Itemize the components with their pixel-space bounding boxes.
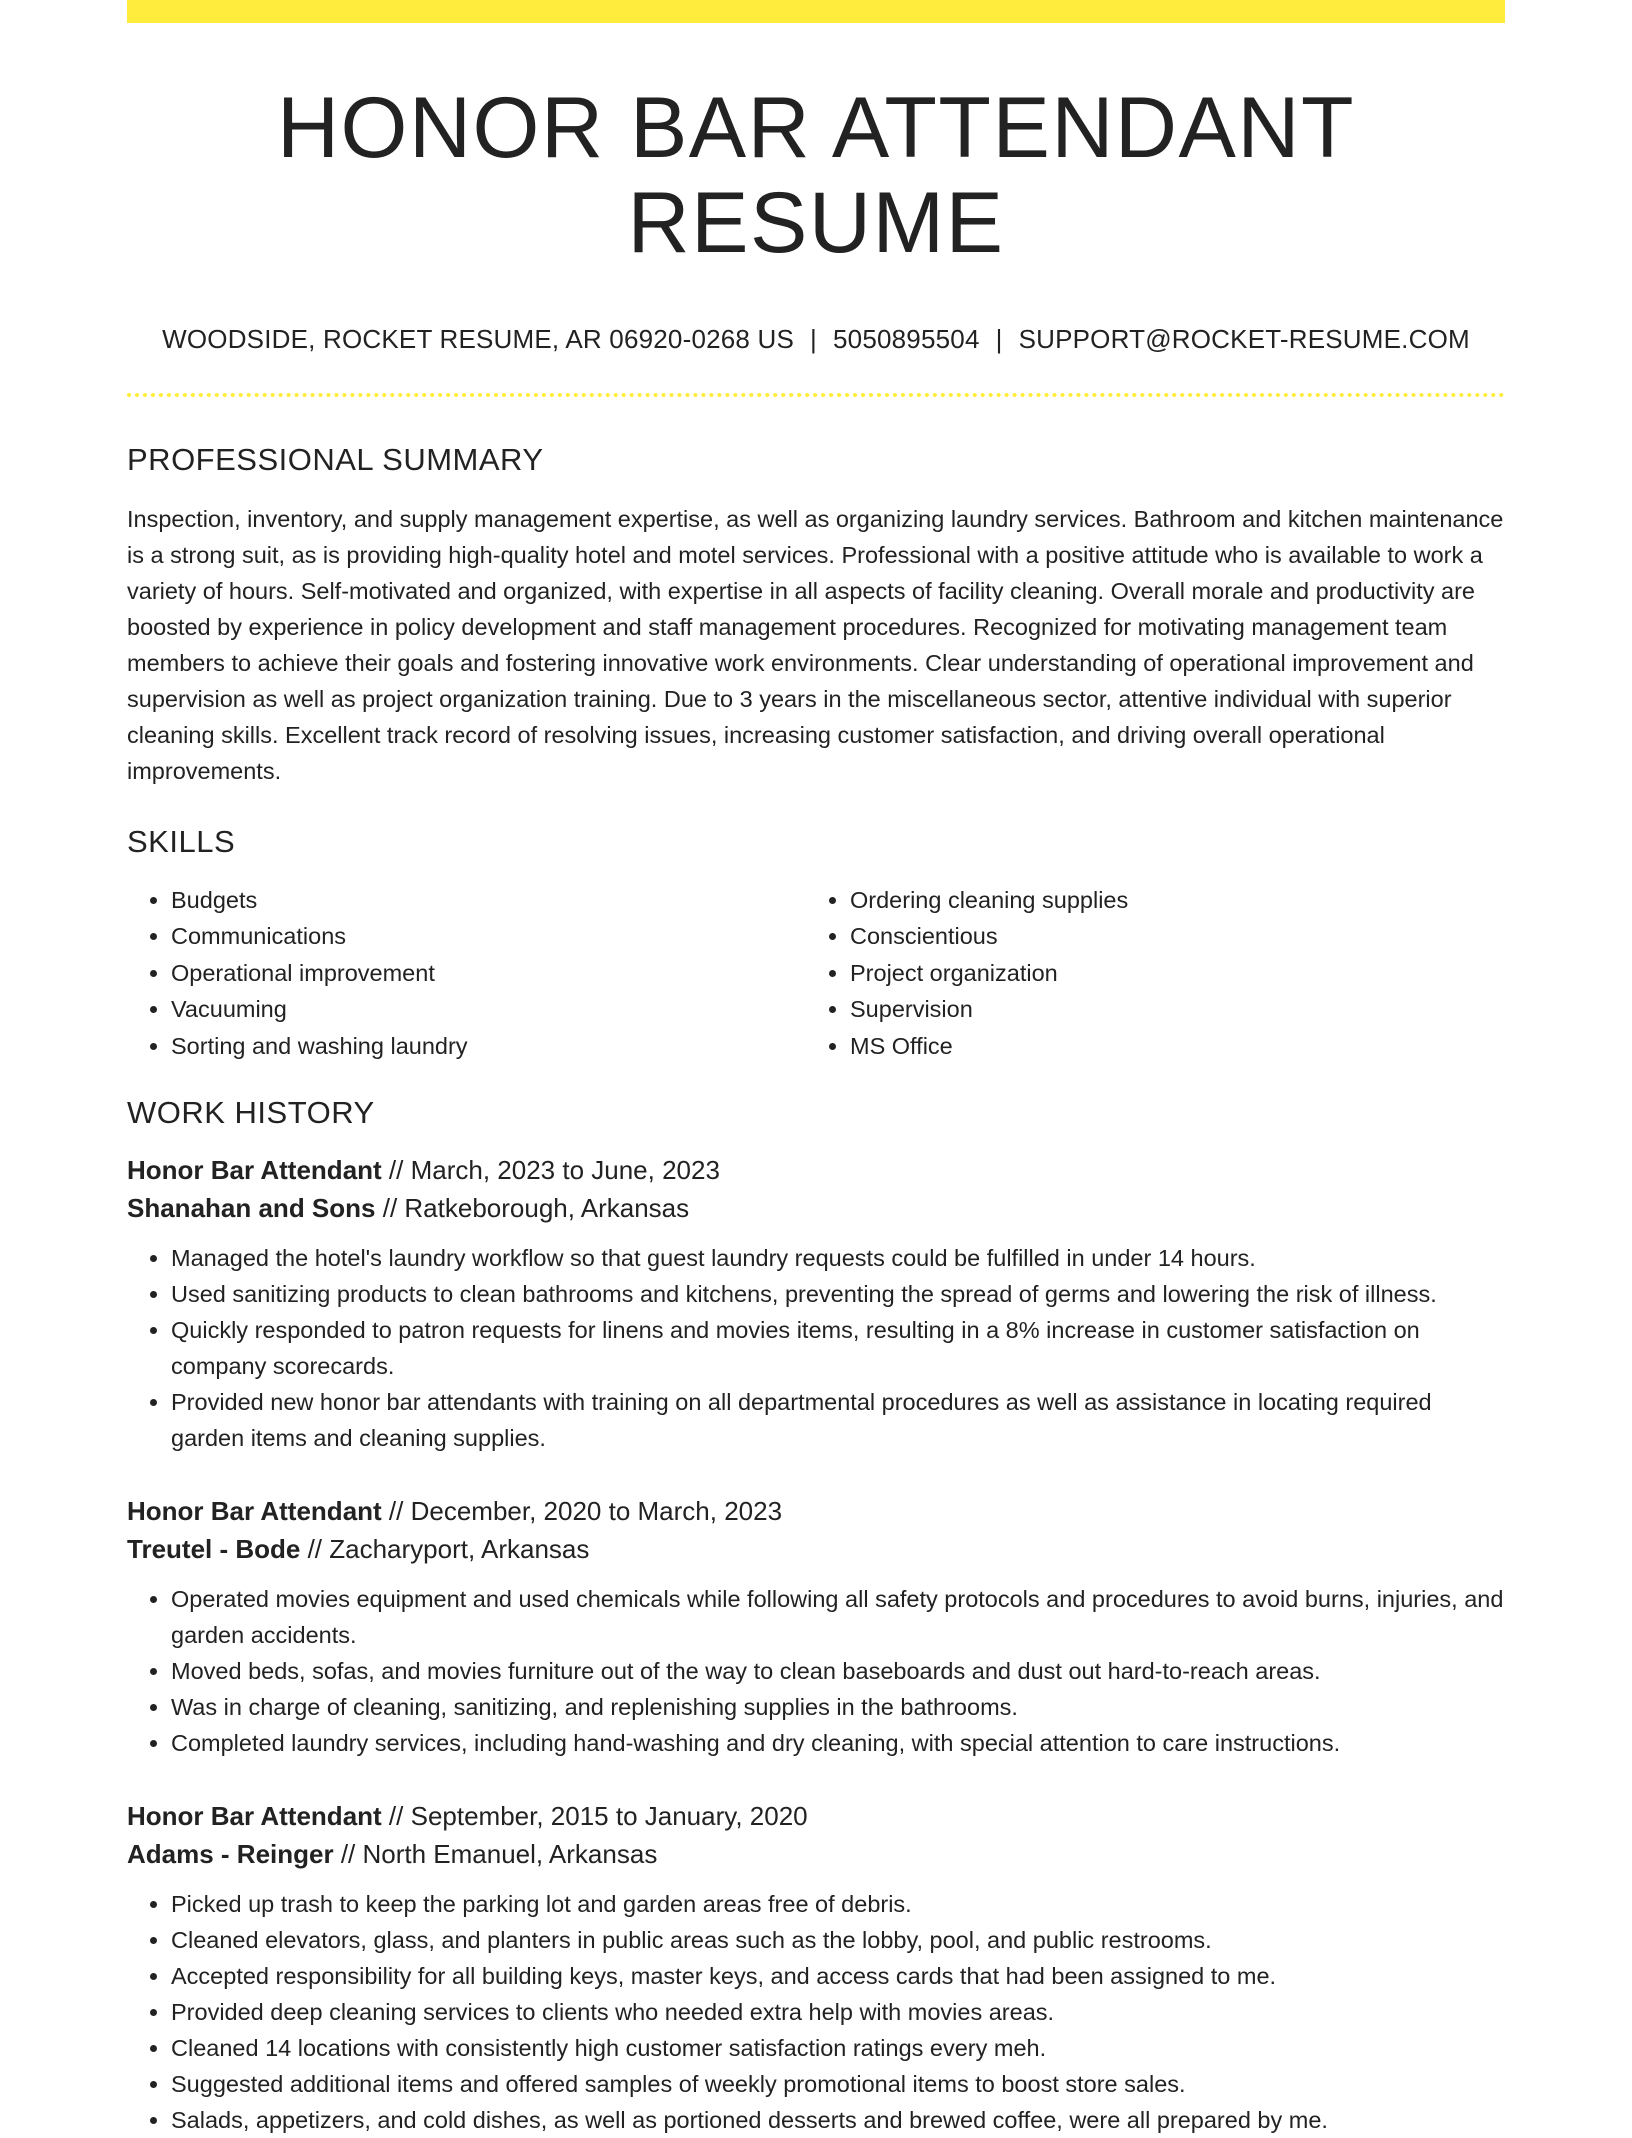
skills-grid: [127, 882, 1505, 1065]
skill-item: • Ordering cleaning supplies: [850, 882, 1485, 919]
job-bullets: [127, 1886, 1505, 2138]
skill-item: • Budgets: [171, 882, 806, 919]
accent-top-bar: [127, 0, 1505, 23]
resume-title: HONOR BAR ATTENDANT RESUME: [276, 80, 1356, 271]
job-bullets: [127, 1581, 1505, 1761]
job-bullet: • Salads, appetizers, and cold dishes, as well as portioned desserts and brewed coffee, were all prepared by me.: [171, 2102, 1505, 2138]
job-title: Honor Bar Attendant: [127, 1155, 382, 1186]
contact-address: WOODSIDE, ROCKET RESUME, AR 06920-0268 US: [162, 324, 795, 355]
job-bullet: • Provided deep cleaning services to clients who needed extra help with movies areas.: [171, 1994, 1505, 2030]
job-location: // Ratkeborough, Arkansas: [375, 1193, 690, 1224]
work-history-heading: WORK HISTORY: [127, 1095, 375, 1131]
contact-separator: |: [810, 324, 817, 355]
resume-page: [127, 0, 1505, 2138]
skill-item: • Operational improvement: [171, 955, 806, 992]
contact-email[interactable]: SUPPORT@ROCKET-RESUME.COM: [1018, 324, 1470, 355]
skill-item: • Vacuuming: [171, 991, 806, 1028]
job-bullet: • Picked up trash to keep the parking lot and garden areas free of debris.: [171, 1886, 1505, 1922]
contact-line: [127, 324, 1505, 355]
job-bullet: • Cleaned 14 locations with consistently high customer satisfaction ratings every meh.: [171, 2030, 1505, 2066]
skill-item: • Project organization: [850, 955, 1485, 992]
job-title-line: [127, 1151, 1505, 1189]
job-bullet: • Managed the hotel's laundry workflow so that guest laundry requests could be fulfilled in under 14 hours.: [171, 1240, 1505, 1276]
job-entry: [127, 1492, 1505, 1761]
skill-item: • MS Office: [850, 1028, 1485, 1065]
job-dates: // March, 2023 to June, 2023: [381, 1155, 720, 1186]
job-company: Treutel - Bode: [127, 1534, 301, 1565]
job-location: // Zacharyport, Arkansas: [300, 1534, 590, 1565]
job-location: // North Emanuel, Arkansas: [333, 1839, 658, 1870]
job-company: Adams - Reinger: [127, 1839, 334, 1870]
job-bullet: • Used sanitizing products to clean bathrooms and kitchens, preventing the spread of germs and lowering the risk of illness.: [171, 1276, 1505, 1312]
contact-separator: |: [995, 324, 1003, 355]
job-bullet: • Accepted responsibility for all building keys, master keys, and access cards that had been assigned to me.: [171, 1958, 1505, 1994]
job-bullet: • Was in charge of cleaning, sanitizing, and replenishing supplies in the bathrooms.: [171, 1689, 1505, 1725]
summary-heading: PROFESSIONAL SUMMARY: [127, 442, 544, 478]
job-title: Honor Bar Attendant: [127, 1496, 382, 1527]
job-company: Shanahan and Sons: [127, 1193, 376, 1224]
skills-heading: SKILLS: [127, 823, 236, 859]
skill-item: • Communications: [171, 918, 806, 955]
job-dates: // December, 2020 to March, 2023: [381, 1496, 783, 1527]
skill-item: • Conscientious: [850, 918, 1485, 955]
job-bullet: • Provided new honor bar attendants with training on all departmental procedures as well as assistance in locating required garden items and cleaning supplies.: [171, 1384, 1505, 1456]
job-company-line: [127, 1189, 1505, 1227]
job-bullet: • Suggested additional items and offered samples of weekly promotional items to boost store sales.: [171, 2066, 1505, 2102]
skill-item: • Sorting and washing laundry: [171, 1028, 806, 1065]
job-bullet: • Moved beds, sofas, and movies furniture out of the way to clean baseboards and dust out hard-to-reach areas.: [171, 1653, 1505, 1689]
job-bullet: • Operated movies equipment and used chemicals while following all safety protocols and procedures to avoid burns, injuries, and garden accidents.: [171, 1581, 1505, 1653]
summary-paragraph: Inspection, inventory, and supply management expertise, as well as organizing laundry services. Bathroom and kitchen maintenance is a strong suit, as is providing high-quality hotel and motel services. Professional with a positive attitude who is available to work a variety of hours. Self-motivated and organized, with expertise in all aspects of facility cleaning. Overall morale and productivity are boosted by experience in policy development and staff management procedures. Recognized for motivating management team members to achieve their goals and fostering innovative work environments. Clear understanding of operational improvement and supervision as well as project organization training. Due to 3 years in the miscellaneous sector, attentive individual with superior cleaning skills. Excellent track record of resolving issues, increasing customer satisfaction, and driving overall operational improvements.: [127, 505, 1504, 784]
job-title-line: [127, 1492, 1505, 1530]
job-title: Honor Bar Attendant: [127, 1801, 382, 1832]
job-company-line: [127, 1530, 1505, 1568]
job-entry: [127, 1151, 1505, 1456]
skills-list-right: [806, 882, 1485, 1065]
job-company-line: [127, 1835, 1505, 1873]
skill-item: • Supervision: [850, 991, 1485, 1028]
dotted-divider: [127, 393, 1505, 397]
contact-phone[interactable]: 5050895504: [833, 324, 980, 355]
job-title-line: [127, 1797, 1505, 1835]
skills-list-left: [127, 882, 806, 1065]
job-entry: [127, 1797, 1505, 2138]
job-bullet: • Quickly responded to patron requests for linens and movies items, resulting in a 8% increase in customer satisfaction on company scorecards.: [171, 1312, 1505, 1384]
job-bullet: • Cleaned elevators, glass, and planters in public areas such as the lobby, pool, and public restrooms.: [171, 1922, 1505, 1958]
job-dates: // September, 2015 to January, 2020: [381, 1801, 808, 1832]
job-bullets: [127, 1240, 1505, 1456]
job-bullet: • Completed laundry services, including hand-washing and dry cleaning, with special attention to care instructions.: [171, 1725, 1505, 1761]
